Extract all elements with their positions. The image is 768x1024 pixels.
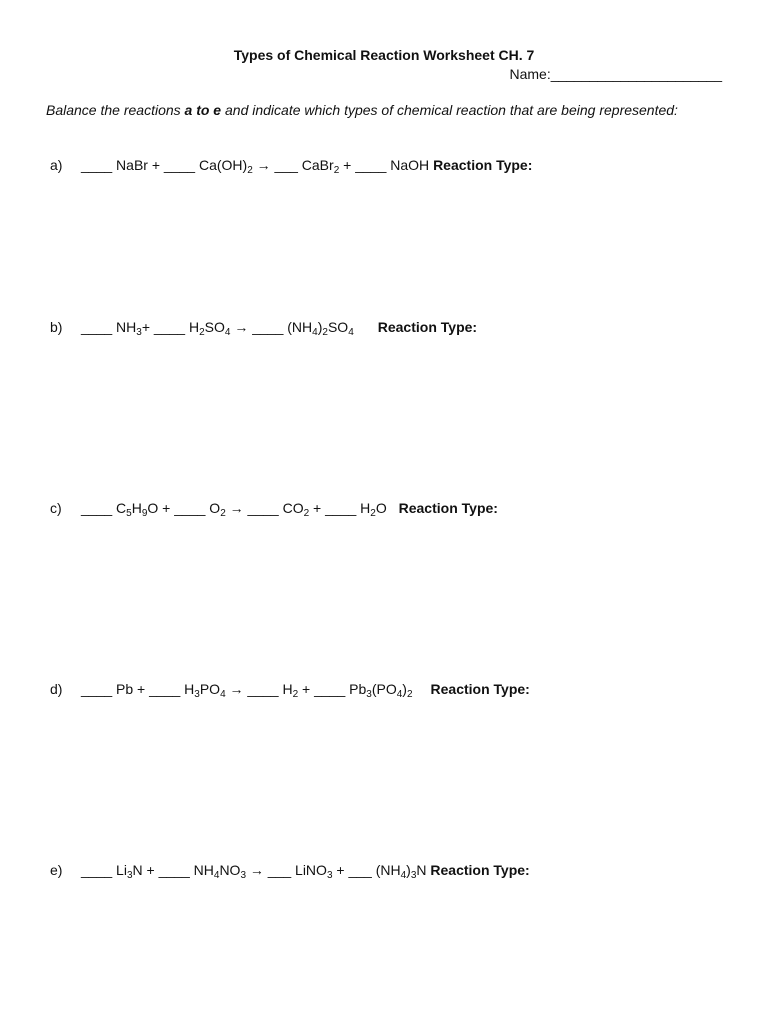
equation-text: Li (112, 862, 127, 878)
reaction-type-label: Reaction Type: (398, 500, 498, 516)
subscript: 4 (400, 870, 407, 881)
subscript: 2 (303, 508, 310, 519)
blank: ____ (158, 862, 190, 878)
blank: ____ (153, 319, 186, 335)
subscript: 2 (247, 165, 253, 176)
question-c (50, 500, 498, 519)
subscript: 9 (141, 508, 148, 519)
question-e (50, 862, 530, 881)
blank: ____ (247, 681, 279, 697)
subscript: 2 (370, 508, 376, 519)
subscript: 2 (333, 165, 340, 176)
blank: ____ (81, 862, 113, 878)
equation-text: C (112, 500, 127, 516)
equation-text: O (205, 500, 221, 516)
blank: ____ (247, 500, 279, 516)
subscript: 3 (136, 327, 142, 338)
equation-text: PO (199, 681, 221, 697)
equation-text: H (356, 500, 371, 516)
blank: ____ (174, 500, 206, 516)
question-label: b) (50, 319, 63, 335)
equation-text: N (416, 862, 431, 878)
equation-text: ) (402, 681, 407, 697)
equation-text: NaBr + (112, 157, 164, 173)
question-d (50, 681, 530, 700)
equation-text: Pb (345, 681, 367, 697)
blank: ____ (252, 319, 284, 335)
subscript: 2 (406, 689, 413, 700)
blank: ____ (81, 500, 113, 516)
equation-text: NH (112, 319, 137, 335)
instructions-part1: Balance the reactions (46, 102, 185, 118)
equation-text: Pb + (112, 681, 150, 697)
subscript: 4 (396, 689, 403, 700)
equation-text: ) (317, 319, 323, 335)
equation-text: NH (189, 862, 214, 878)
subscript: 4 (224, 327, 231, 338)
arrow-icon: → (246, 862, 268, 878)
blank: ____ (81, 157, 113, 173)
arrow-icon: → (230, 319, 253, 335)
arrow-icon: → (225, 500, 248, 516)
blank: ____ (81, 319, 113, 335)
question-a (50, 157, 533, 176)
subscript: 2 (199, 327, 205, 338)
equation-text: (NH (371, 862, 401, 878)
equation-text: (PO (371, 681, 397, 697)
subscript: 3 (326, 870, 333, 881)
blank: ____ (149, 681, 181, 697)
equation-text: + (339, 157, 356, 173)
subscript: 3 (240, 870, 246, 881)
blank: ___ (267, 862, 292, 878)
subscript: 4 (348, 327, 354, 338)
subscript: 5 (126, 508, 132, 519)
equation-text: CaBr (297, 157, 334, 173)
subscript: 3 (366, 689, 372, 700)
reaction-type-label: Reaction Type: (430, 862, 530, 878)
instructions (46, 101, 686, 120)
equation-text: + (141, 319, 154, 335)
equation-text: O (375, 500, 391, 516)
equation-text: H (180, 681, 195, 697)
equation-text: Ca(OH) (195, 157, 248, 173)
equation-text: + (332, 862, 349, 878)
equation-text: H (278, 681, 293, 697)
subscript: 4 (220, 689, 226, 700)
equation-text: (NH (283, 319, 313, 335)
instructions-part2: and indicate which types of chemical reaction that are being represented: (221, 102, 678, 118)
equation-text: H (131, 500, 142, 516)
question-label: c) (50, 500, 62, 516)
subscript: 4 (213, 870, 220, 881)
question-b (50, 319, 478, 338)
arrow-icon: → (252, 157, 275, 173)
blank: ____ (325, 500, 357, 516)
equation-text: O + (147, 500, 175, 516)
equation-text: NaOH (386, 157, 434, 173)
equation-text: N + (132, 862, 159, 878)
subscript: 2 (292, 689, 299, 700)
question-label: d) (50, 681, 63, 697)
blank: ____ (81, 681, 113, 697)
worksheet-title: Types of Chemical Reaction Worksheet CH. 7 (233, 47, 535, 63)
subscript: 3 (126, 870, 133, 881)
blank: ____ (163, 157, 196, 173)
question-label: e) (50, 862, 63, 878)
equation-text: + (298, 681, 315, 697)
subscript: 2 (220, 508, 226, 519)
equation-text: + (309, 500, 326, 516)
equation-text: NO (219, 862, 241, 878)
equation-text: CO (278, 500, 304, 516)
reaction-type-label: Reaction Type: (430, 681, 530, 697)
blank: ___ (348, 862, 372, 878)
instructions-emphasis: a to e (184, 102, 222, 118)
equation-text: H (185, 319, 200, 335)
reaction-type-label: Reaction Type: (377, 319, 478, 335)
subscript: 4 (312, 327, 318, 338)
blank: ___ (274, 157, 298, 173)
equation-text: SO (204, 319, 225, 335)
equation-text: LiNO (291, 862, 327, 878)
subscript: 3 (194, 689, 200, 700)
question-label: a) (50, 157, 63, 173)
equation-text: SO (327, 319, 349, 335)
subscript: 2 (322, 327, 328, 338)
arrow-icon: → (225, 681, 248, 697)
subscript: 3 (410, 870, 417, 881)
blank: ____ (355, 157, 387, 173)
name-field-label: Name:______________________ (509, 66, 722, 82)
reaction-type-label: Reaction Type: (433, 157, 533, 173)
equation-text: ) (406, 862, 411, 878)
blank: ____ (314, 681, 346, 697)
